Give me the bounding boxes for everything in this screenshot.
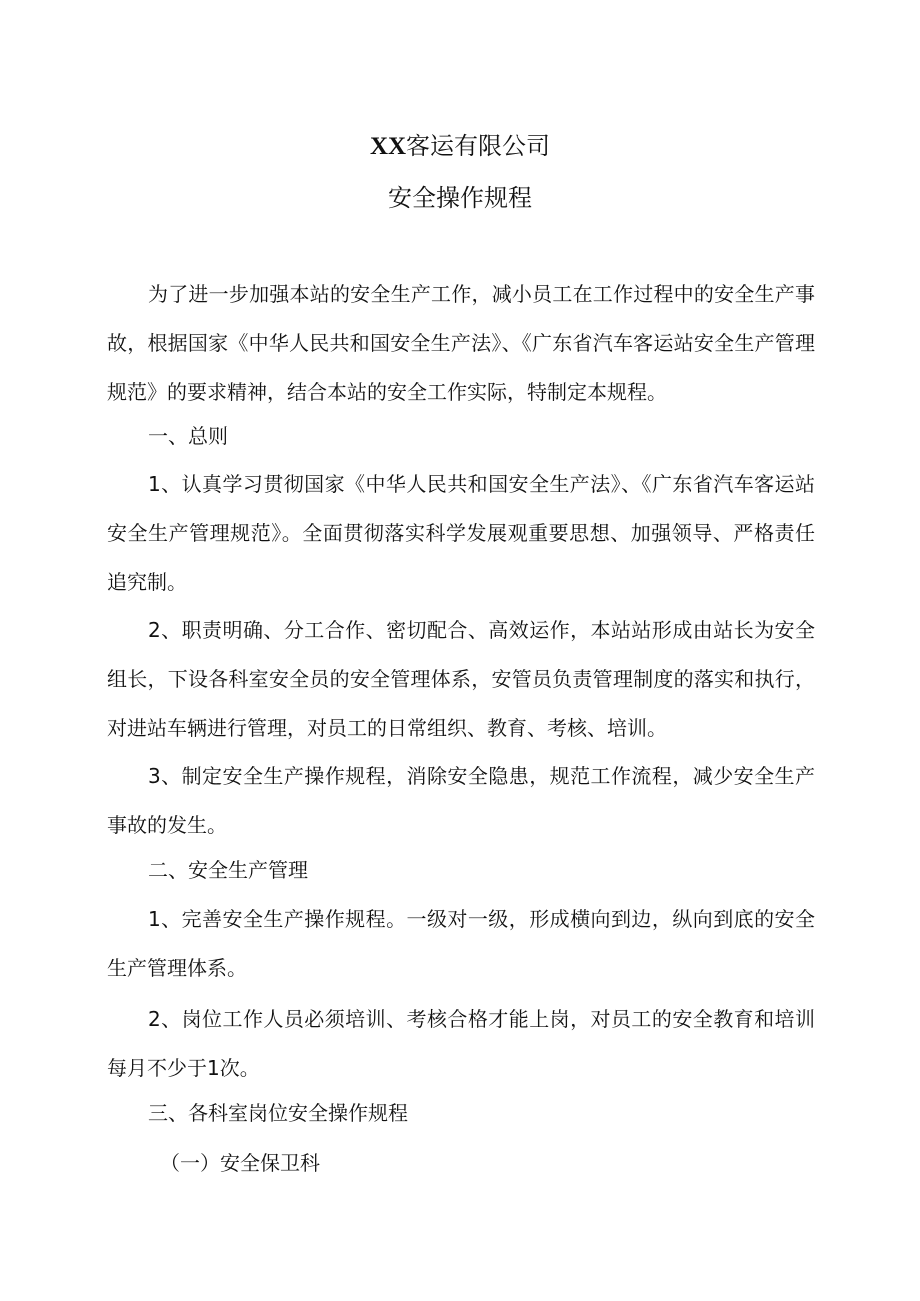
section-heading-department-rules: 三、各科室岗位安全操作规程 [148,1101,408,1125]
safety-item-2: 2、岗位工作人员必须培训、考核合格才能上岗，对员工的安全教育和培训每月不少于1次。 [107,1007,815,1080]
document-subtitle: 安全操作规程 [388,184,532,212]
section-heading-safety-management: 二、安全生产管理 [148,858,308,882]
safety-item-1: 1、完善安全生产操作规程。一级对一级，形成横向到边，纵向到底的安全生产管理体系。 [107,907,815,980]
section-heading-general: 一、总则 [148,424,228,448]
general-item-3: 3、制定安全生产操作规程，消除安全隐患，规范工作流程，减少安全生产事故的发生。 [107,764,815,837]
intro-paragraph: 为了进一步加强本站的安全生产工作，减小员工在工作过程中的安全生产事故，根据国家《中华人民共和国安全生产法》、《广东省汽车客运站安全生产管理规范》的要求精神，结合本站的安全工作实际，特制定本规程。 [107,282,815,404]
company-title-name: 客运有限公司 [406,132,551,160]
general-item-2: 2、职责明确、分工合作、密切配合、高效运作，本站站形成由站长为安全组长，下设各科室安全员的安全管理体系，安管员负责管理制度的落实和执行，对进站车辆进行管理，对员工的日常组织、教育、考核、培训。 [107,618,815,740]
general-item-1: 1、认真学习贯彻国家《中华人民共和国安全生产法》、《广东省汽车客运站安全生产管理规范》。全面贯彻落实科学发展观重要思想、加强领导、严格责任追究制。 [107,472,815,594]
subsection-heading-security: （一）安全保卫科 [160,1151,320,1175]
company-title [0,130,920,163]
company-title-latin: XX [369,133,407,160]
